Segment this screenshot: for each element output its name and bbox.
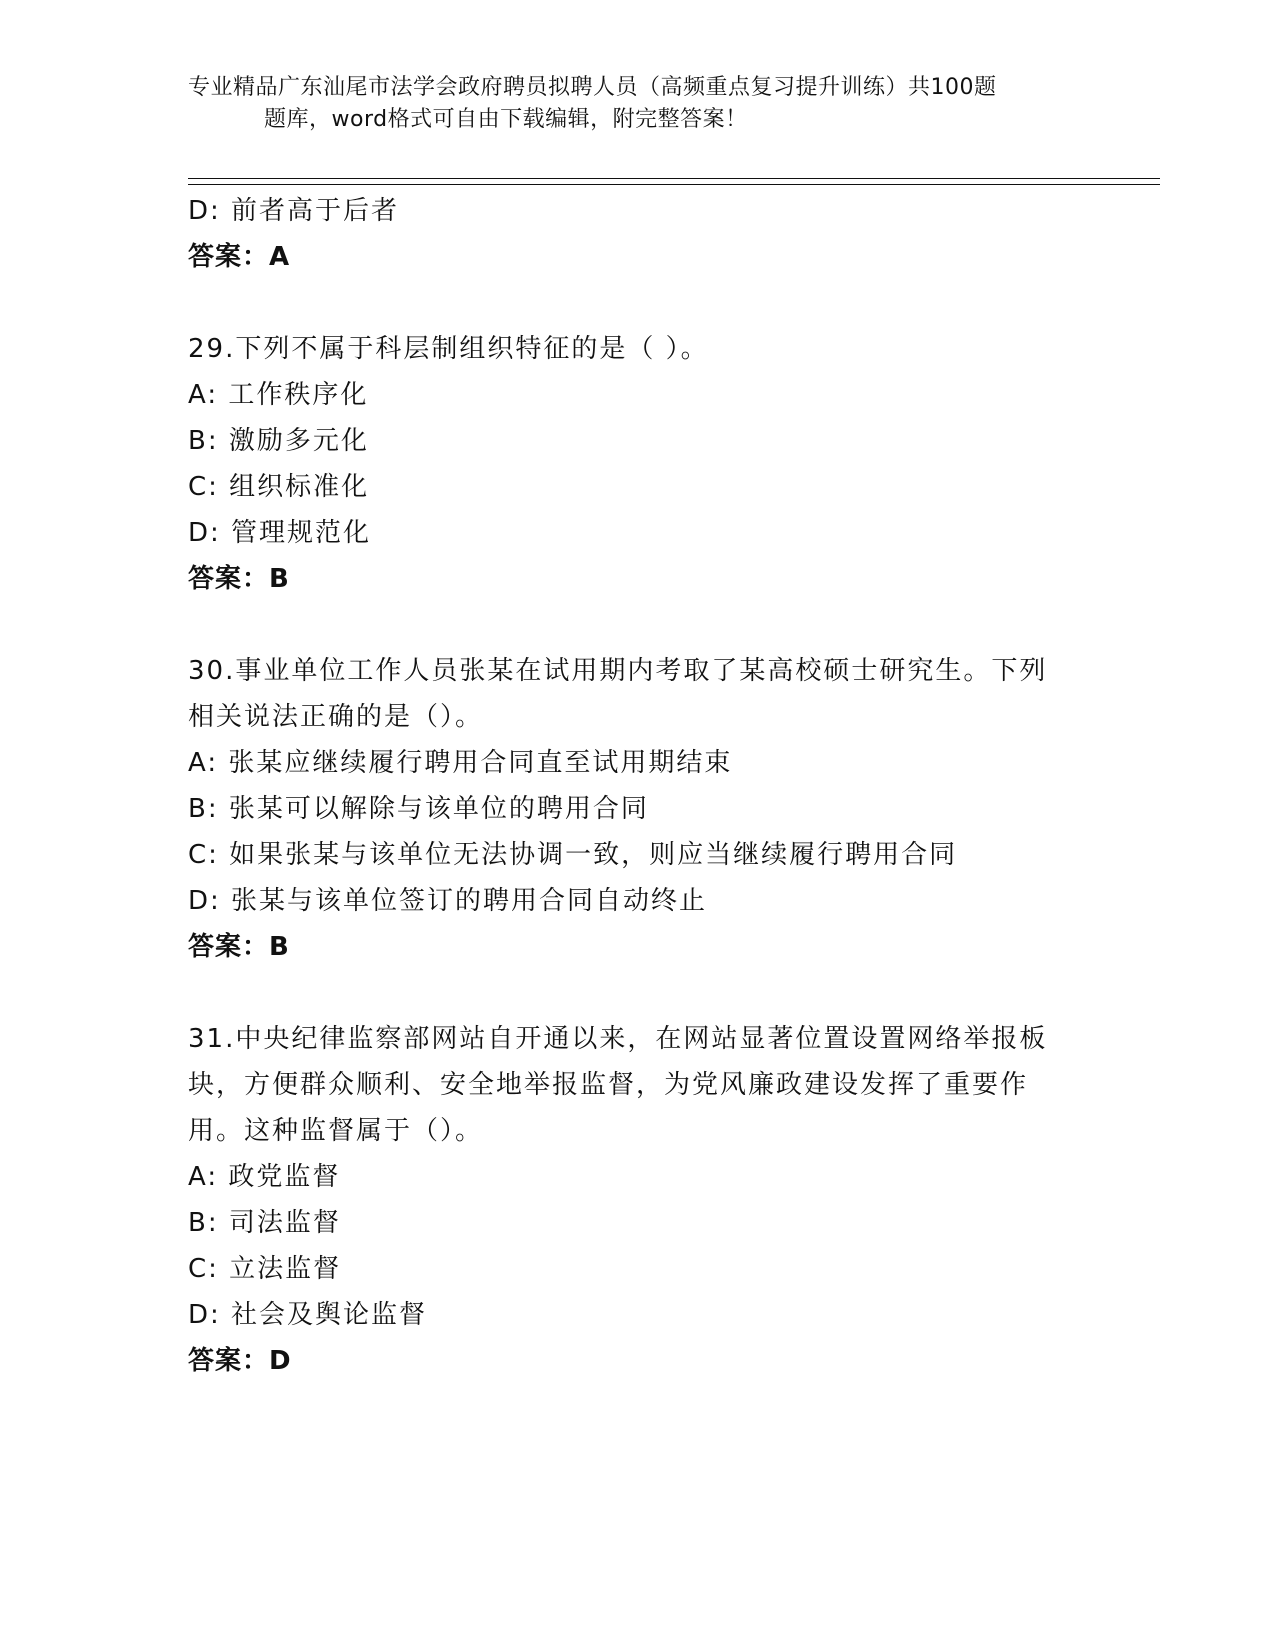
header-title-line-2: 题库，word格式可自由下载编辑，附完整答案！ (264, 107, 748, 132)
option-c: C: 立法监督 (188, 1254, 342, 1284)
question-stem-continued: 相关说法正确的是（）。 (188, 702, 484, 732)
question-stem-continued: 用。这种监督属于（）。 (188, 1116, 484, 1146)
question-stem: 31.中央纪律监察部网站自开通以来，在网站显著位置设置网络举报板 (188, 1024, 1048, 1054)
question-block-28-tail (188, 188, 1088, 280)
option-a: A: 张某应继续履行聘用合同直至试用期结束 (188, 748, 733, 778)
answer-line: 答案：A (188, 242, 291, 272)
header-title-line-1: 专业精品广东汕尾市法学会政府聘员拟聘人员（高频重点复习提升训练）共100题 (188, 75, 997, 100)
option-d: D: 社会及舆论监督 (188, 1300, 428, 1330)
question-block-30 (188, 648, 1088, 970)
header-rule-top (188, 178, 1160, 179)
option-b: B: 张某可以解除与该单位的聘用合同 (188, 794, 649, 824)
option-a: A: 政党监督 (188, 1162, 341, 1192)
option-d: D: 张某与该单位签订的聘用合同自动终止 (188, 886, 708, 916)
option-c: C: 如果张某与该单位无法协调一致，则应当继续履行聘用合同 (188, 840, 958, 870)
question-content (188, 188, 1088, 1384)
option-a: A: 工作秩序化 (188, 380, 369, 410)
question-block-29 (188, 326, 1088, 602)
spacer (188, 602, 1088, 648)
question-stem-continued: 块，方便群众顺利、安全地举报监督，为党风廉政建设发挥了重要作 (188, 1070, 1029, 1100)
option-d: D: 管理规范化 (188, 518, 372, 548)
question-block-31 (188, 1016, 1088, 1384)
answer-line: 答案：D (188, 1346, 292, 1376)
spacer (188, 280, 1088, 326)
header-rule-bottom (188, 184, 1160, 185)
option-d: D: 前者高于后者 (188, 196, 400, 226)
spacer (188, 970, 1088, 1016)
option-b: B: 司法监督 (188, 1208, 341, 1238)
answer-line: 答案：B (188, 932, 290, 962)
answer-line: 答案：B (188, 564, 290, 594)
option-b: B: 激励多元化 (188, 426, 369, 456)
option-c: C: 组织标准化 (188, 472, 370, 502)
document-header (188, 72, 1088, 136)
question-stem: 30.事业单位工作人员张某在试用期内考取了某高校硕士研究生。下列 (188, 656, 1048, 686)
question-stem: 29.下列不属于科层制组织特征的是（ ）。 (188, 334, 709, 364)
